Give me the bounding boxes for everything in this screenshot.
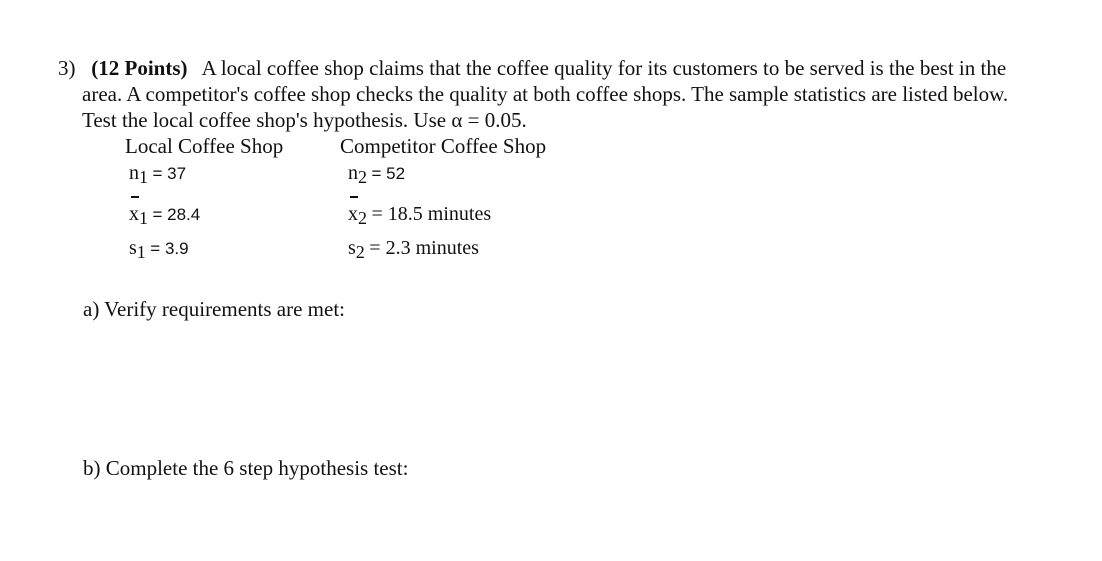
competitor-xbar-overline <box>350 196 358 198</box>
question-line-1 <box>58 55 1068 81</box>
question-text-line3: Test the local coffee shop's hypothesis. Use α = 0.05. <box>82 108 527 132</box>
local-n-value: = 37 <box>152 164 187 183</box>
question-points: (12 Points) <box>91 56 188 80</box>
question-text-line1: A local coffee shop claims that the coffee quality for its customers to be served is the best in the <box>201 56 1007 80</box>
local-n <box>129 162 186 185</box>
local-x-subscript: 1 <box>139 208 148 228</box>
competitor-x-value: = 18.5 minutes <box>371 203 492 225</box>
local-xbar-overline <box>131 196 139 198</box>
part-b-prompt: b) Complete the 6 step hypothesis test: <box>83 456 409 480</box>
competitor-n-subscript: 2 <box>358 167 367 187</box>
local-n-subscript: 1 <box>139 167 148 187</box>
competitor-header: Competitor Coffee Shop <box>340 134 547 158</box>
competitor-n-value: = 52 <box>371 164 406 183</box>
competitor-s-value: = 2.3 minutes <box>369 237 479 259</box>
local-header: Local Coffee Shop <box>125 134 284 158</box>
local-n-symbol: n <box>129 162 139 184</box>
local-s-value: = 3.9 <box>150 239 189 258</box>
local-s-symbol: s <box>129 237 137 259</box>
local-s-subscript: 1 <box>136 242 146 262</box>
part-a-prompt: a) Verify requirements are met: <box>83 297 345 321</box>
competitor-s-subscript: 2 <box>355 242 365 262</box>
local-s <box>129 237 189 260</box>
competitor-s-symbol: s <box>348 237 356 259</box>
local-x-value: = 28.4 <box>152 205 201 224</box>
local-xbar <box>129 203 200 226</box>
competitor-x-subscript: 2 <box>358 208 367 228</box>
competitor-n-symbol: n <box>348 162 358 184</box>
question-number: 3) <box>58 56 76 80</box>
question-text-line2: area. A competitor's coffee shop checks the quality at both coffee shops. The sample statistics are listed below. <box>82 82 1009 106</box>
competitor-s <box>348 237 479 262</box>
competitor-n <box>348 162 405 185</box>
competitor-xbar <box>348 203 492 228</box>
local-x-symbol: x <box>129 203 139 225</box>
question-text <box>58 55 1068 133</box>
competitor-x-symbol: x <box>348 203 358 225</box>
